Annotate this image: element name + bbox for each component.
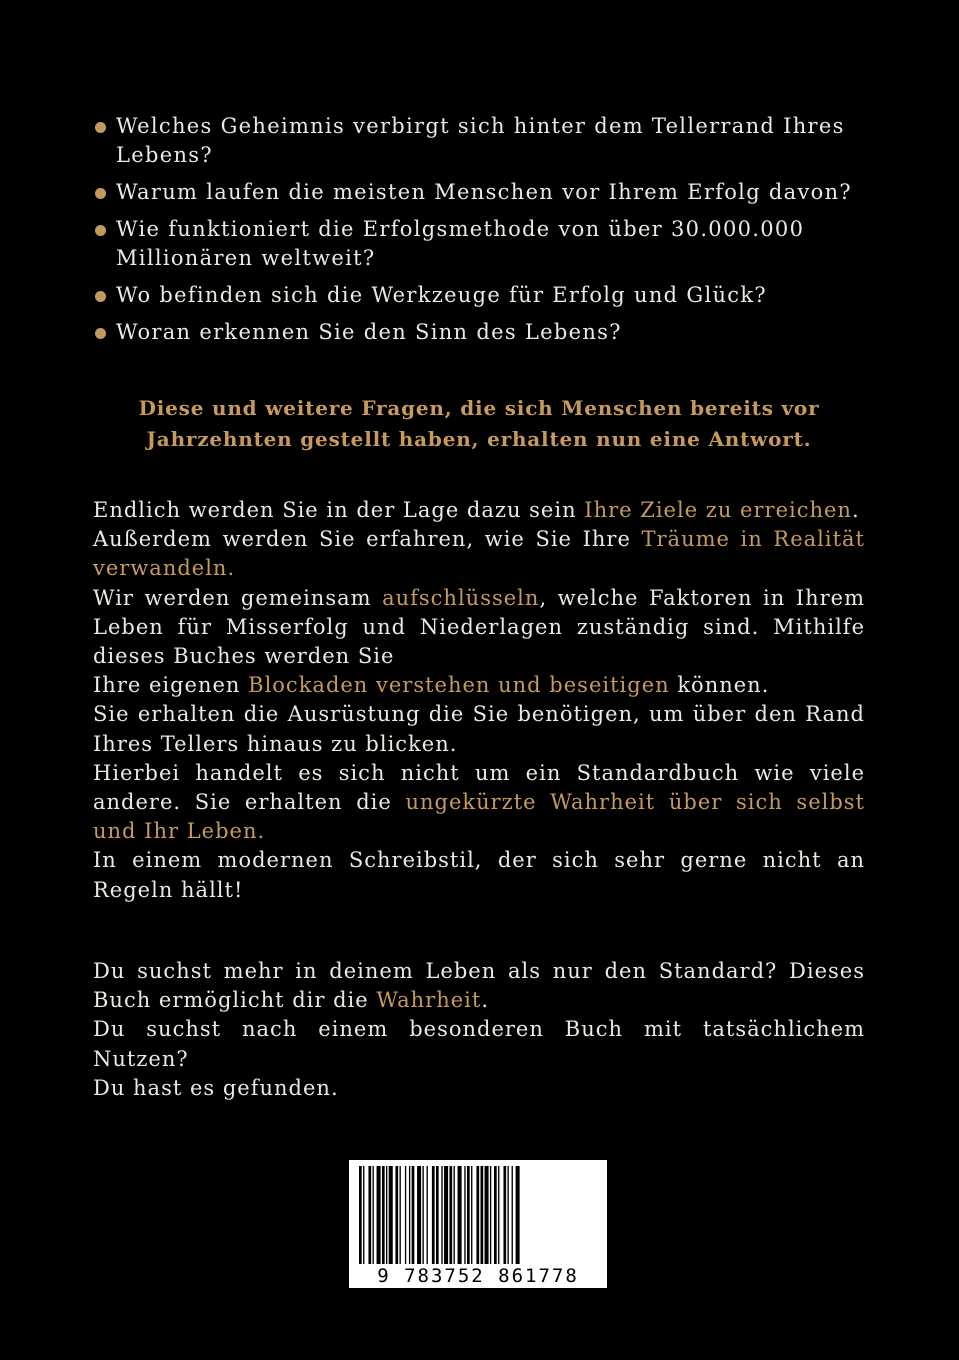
text-segment: Du suchst nach einem besonderen Buch mit tatsächlichem Nutzen?	[93, 1017, 865, 1071]
barcode-bars	[349, 1160, 607, 1266]
question-text: Welches Geheimnis verbirgt sich hinter dem Tellerrand Ihres Lebens?	[116, 114, 845, 167]
text-segment: .	[851, 498, 860, 522]
tagline: Diese und weitere Fragen, die sich Menschen bereits vor Jahrzehnten gestellt haben, erhalten nun eine Antwort.	[138, 396, 820, 451]
barcode-bar	[427, 1166, 428, 1264]
barcode-bar	[395, 1166, 398, 1264]
barcode-bar	[494, 1166, 497, 1264]
bullet-dot-icon	[95, 122, 106, 133]
paragraph	[93, 957, 865, 1015]
isbn-number: 9 783752 861778	[377, 1265, 579, 1287]
paragraph	[93, 525, 865, 583]
barcode-bar	[382, 1166, 385, 1264]
barcode-bar	[503, 1166, 506, 1264]
barcode-bar	[454, 1166, 455, 1264]
barcode-bar	[464, 1166, 465, 1264]
text-segment: , welche Faktoren in Ihrem Leben für Misserfolg und Niederlagen zuständig sind. Mithilfe dieses Buches werden Sie	[93, 585, 865, 669]
barcode-bar	[498, 1166, 499, 1264]
text-segment: Sie erhalten die Ausrüstung die Sie benötigen, um über den Rand Ihres Tellers hinaus zu blicken.	[93, 702, 865, 756]
highlight-text: Träume in Realität verwandeln.	[93, 527, 865, 581]
barcode-bar	[481, 1166, 484, 1264]
isbn-barcode	[349, 1160, 607, 1288]
paragraph	[93, 496, 865, 525]
text-segment: Hierbei handelt es sich nicht um ein Standardbuch wie viele andere. Sie erhalten die	[93, 760, 865, 815]
bullet-dot-icon	[95, 188, 106, 199]
barcode-bar	[363, 1166, 364, 1264]
question-item	[94, 178, 884, 207]
highlight-text: Ihre Ziele zu erreichen	[584, 498, 852, 522]
barcode-bar	[508, 1166, 509, 1264]
barcode-bar	[436, 1166, 439, 1264]
highlight-text: aufschlüsseln	[382, 585, 540, 610]
paragraph	[93, 671, 865, 700]
question-item	[94, 215, 884, 273]
text-segment: Du suchst mehr in deinem Leben als nur den Standard? Dieses Buch ermöglicht dir die	[93, 959, 865, 1013]
barcode-bar	[432, 1166, 435, 1264]
paragraph	[93, 1074, 865, 1103]
question-text: Wie funktioniert die Erfolgsmethode von über 30.000.000 Millionären weltweit?	[116, 217, 805, 270]
text-segment: Endlich werden Sie in der Lage dazu sein	[93, 498, 585, 522]
highlight-text: ungekürzte Wahrheit über sich selbst und Ihr Leben.	[93, 790, 865, 844]
barcode-bar	[409, 1166, 410, 1264]
barcode-bar	[471, 1166, 472, 1264]
barcode-bar	[512, 1166, 513, 1264]
barcode-bar	[373, 1166, 374, 1264]
barcode-bar	[516, 1166, 520, 1264]
question-text: Wo befinden sich die Werkzeuge für Erfolg und Glück?	[116, 283, 767, 307]
question-item	[94, 281, 884, 310]
barcode-bar	[490, 1166, 491, 1264]
paragraph	[93, 1015, 865, 1073]
text-segment: In einem modernen Schreibstil, der sich sehr gerne nicht an Regeln hällt!	[93, 848, 865, 902]
text-segment: Wir werden gemeinsam	[93, 585, 383, 610]
text-segment: Ihre eigenen	[93, 673, 249, 698]
barcode-bar	[444, 1166, 448, 1264]
highlight-text: Blockaden verstehen und beseitigen	[248, 673, 670, 698]
barcode-bar	[467, 1166, 470, 1264]
barcode-bar	[458, 1166, 462, 1264]
paragraph	[93, 584, 865, 672]
paragraph	[93, 846, 865, 904]
paragraph	[93, 759, 865, 847]
barcode-bar	[389, 1166, 393, 1264]
text-segment: können.	[669, 673, 770, 698]
closing-text	[93, 957, 865, 1103]
text-segment: Außerdem werden Sie erfahren, wie Sie Ihre	[93, 527, 642, 552]
paragraph	[93, 700, 865, 758]
barcode-bar	[368, 1166, 371, 1264]
barcode-bar	[359, 1166, 362, 1264]
barcode-bar	[417, 1166, 421, 1264]
highlight-text: Wahrheit	[376, 988, 482, 1013]
barcode-bar	[412, 1166, 415, 1264]
question-text: Warum laufen die meisten Menschen vor Ihrem Erfolg davon?	[116, 180, 852, 204]
text-segment: Du hast es gefunden.	[93, 1075, 339, 1100]
barcode-bar	[449, 1166, 452, 1264]
main-description	[93, 496, 865, 905]
barcode-bar	[476, 1166, 479, 1264]
question-text: Woran erkennen Sie den Sinn des Lebens?	[116, 320, 622, 344]
barcode-bar	[422, 1166, 423, 1264]
text-segment: .	[481, 988, 489, 1013]
question-item	[94, 112, 884, 170]
barcode-bar	[386, 1166, 387, 1264]
question-list	[94, 112, 884, 355]
barcode-bar	[377, 1166, 381, 1264]
barcode-bar	[485, 1166, 489, 1264]
bullet-dot-icon	[95, 225, 106, 236]
barcode-bar	[405, 1166, 406, 1264]
bullet-dot-icon	[95, 328, 106, 339]
barcode-bar	[441, 1166, 442, 1264]
bullet-dot-icon	[95, 291, 106, 302]
barcode-bar	[400, 1166, 401, 1264]
question-item	[94, 318, 884, 347]
